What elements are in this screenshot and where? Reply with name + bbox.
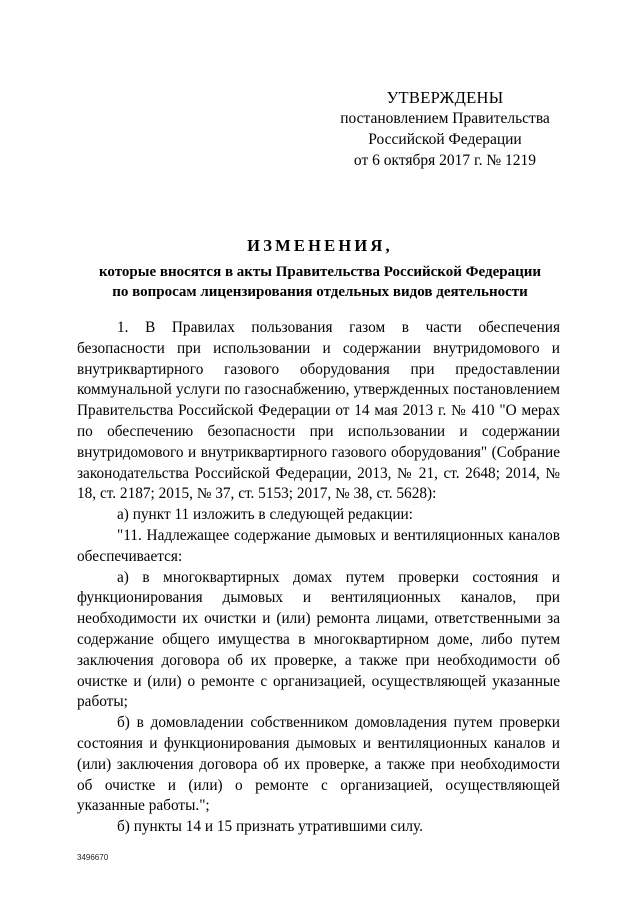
paragraph-1: 1. В Правилах пользования газом в части обеспечения безопасности при использовании и содержании внутридомового и внутриквартирного газового оборудования при предоставлении коммунальной услуги по газоснабжению, утвержденных постановлением Правительства Российской Федерации от 14 мая 2013 г. № 410 "О мерах по обеспечению безопасности при использовании и содержании внутридомового и внутриквартирного газового оборудования" (Собрание законодательства Российской Федерации, 2013, № 21, ст. 2648; 2014, № 18, ст. 2187; 2015, № 37, ст. 5153; 2017, № 38, ст. 5628):: [77, 319, 560, 503]
approval-line-3: от 6 октября 2017 г. № 1219: [353, 152, 537, 169]
approval-line-2: Российской Федерации: [368, 131, 522, 148]
approval-block: [320, 87, 570, 171]
subtitle-line-2: по вопросам лицензирования отдельных видов деятельности: [112, 284, 528, 300]
approval-line-1: постановлением Правительства: [340, 110, 550, 127]
paragraph-3: "11. Надлежащее содержание дымовых и вентиляционных каналов обеспечивается:: [77, 526, 560, 565]
document-subtitle: [70, 262, 570, 302]
paragraph-2: а) пункт 11 изложить в следующей редакции:: [117, 506, 413, 524]
approval-heading: УТВЕРЖДЕНЫ: [386, 88, 504, 107]
document-title: ИЗМЕНЕНИЯ,: [247, 236, 393, 255]
paragraph-6: б) пункты 14 и 15 признать утратившими силу.: [117, 818, 423, 836]
paragraph-4: а) в многоквартирных домах путем проверки состояния и функционирования дымовых и вентиляционных каналов, при необходимости их очистки и (или) ремонта лицами, ответственными за содержание общего имущества в многоквартирном доме, либо путем заключения договора об их проверке, а также при необходимости об очистке и (или) о ремонте с организацией, осуществляющей указанные работы;: [77, 568, 560, 711]
document-code: 3496670: [77, 853, 109, 862]
subtitle-line-1: которые вносятся в акты Правительства Российской Федерации: [98, 264, 542, 280]
paragraph-5: б) в домовладении собственником домовладения путем проверки состояния и функционирования дымовых и вентиляционных каналов и (или) заключения договора об их проверке, а также при необходимости об очистке и (или) о ремонте с организацией, осуществляющей указанные работы.";: [77, 714, 560, 815]
document-body: [77, 318, 560, 838]
